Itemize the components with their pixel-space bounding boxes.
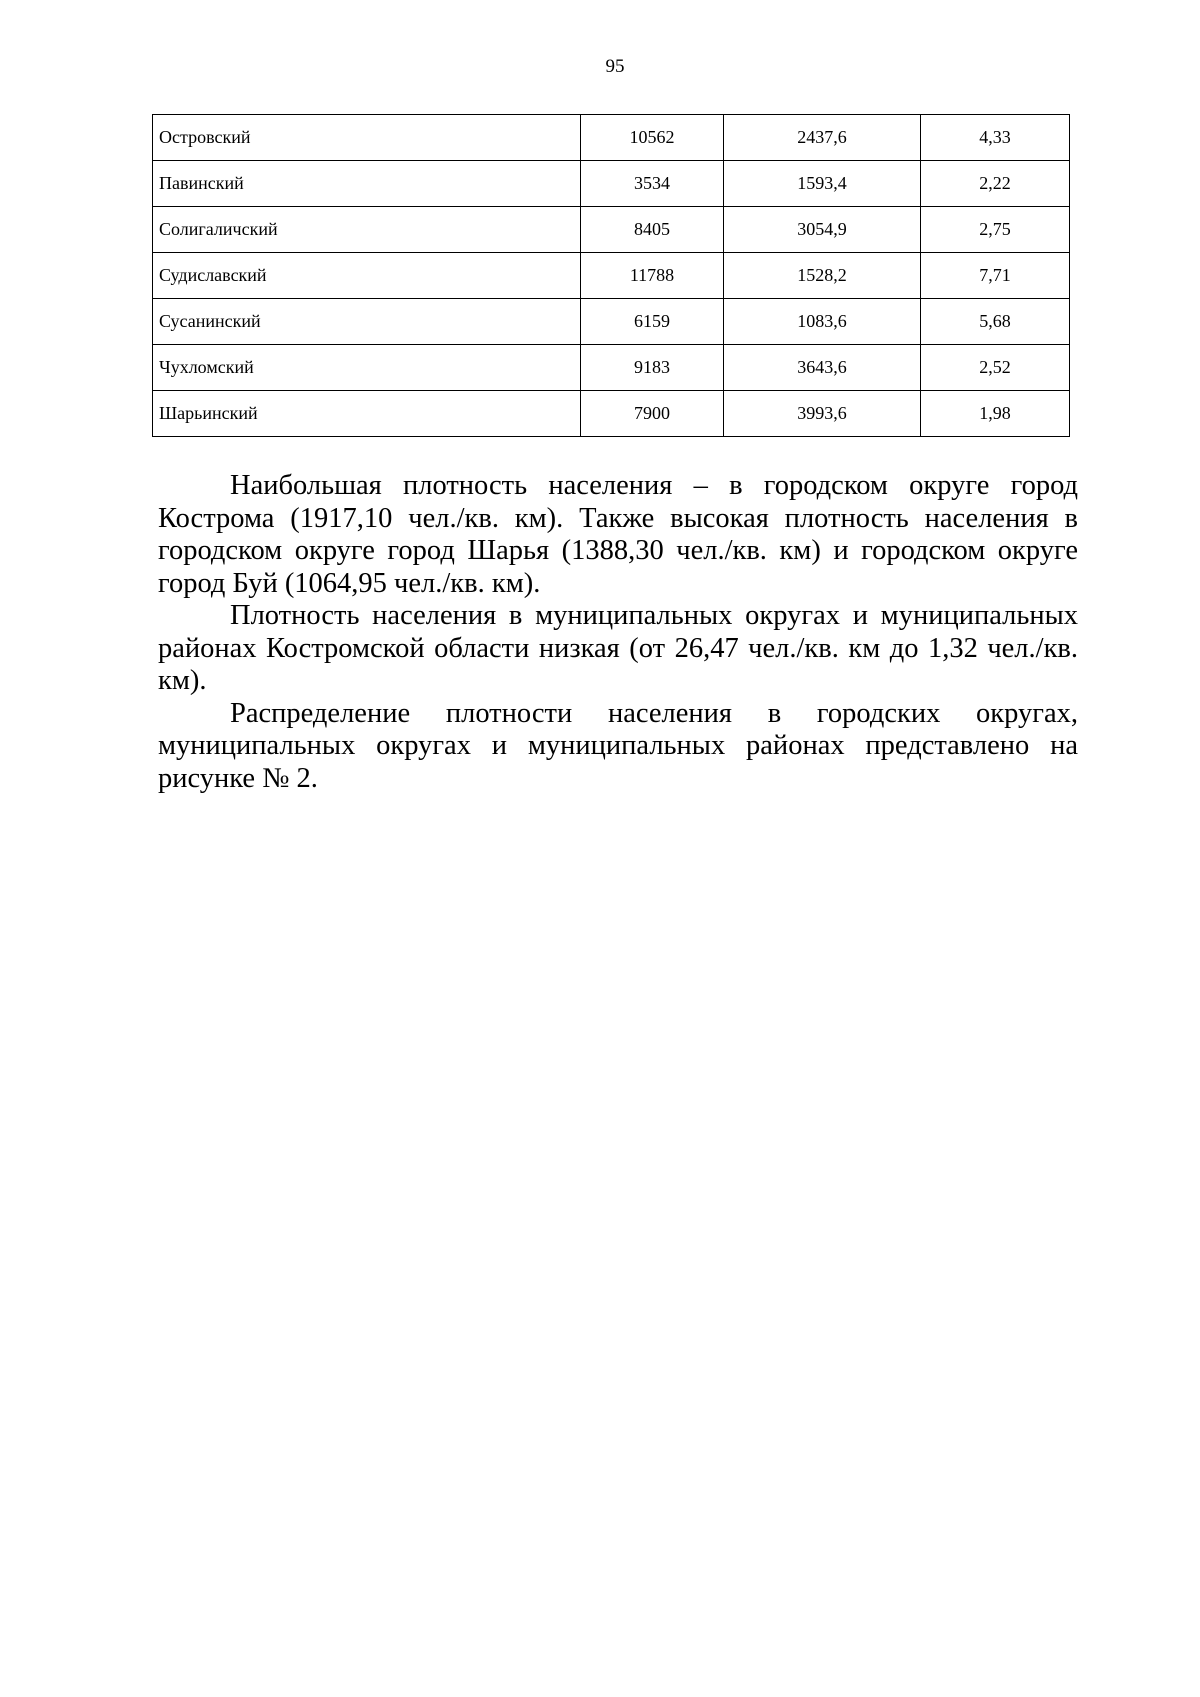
district-name-cell: Сусанинский [153, 299, 581, 345]
table-row [153, 253, 1070, 299]
table-row [153, 207, 1070, 253]
population-cell: 8405 [581, 207, 724, 253]
table-row [153, 299, 1070, 345]
area-cell: 1083,6 [724, 299, 921, 345]
district-name-cell: Шарьинский [153, 391, 581, 437]
density-cell: 2,75 [921, 207, 1070, 253]
population-cell: 7900 [581, 391, 724, 437]
paragraph: Плотность населения в муниципальных округах и муниципальных районах Костромской области низкая (от 26,47 чел./кв. км до 1,32 чел./кв. км). [158, 600, 1078, 696]
population-cell: 11788 [581, 253, 724, 299]
table-row [153, 391, 1070, 437]
area-cell: 3643,6 [724, 345, 921, 391]
page-number: 95 [605, 56, 625, 77]
area-cell: 3993,6 [724, 391, 921, 437]
density-cell: 4,33 [921, 115, 1070, 161]
population-cell: 9183 [581, 345, 724, 391]
area-cell: 1593,4 [724, 161, 921, 207]
district-name-cell: Солигаличский [153, 207, 581, 253]
population-cell: 10562 [581, 115, 724, 161]
paragraph: Наибольшая плотность населения – в городском округе город Кострома (1917,10 чел./кв. км). Также высокая плотность населения в городском округе город Шарья (1388,30 чел./кв. км) и городском округе город Буй (1064,95 чел./кв. км). [158, 470, 1078, 599]
density-cell: 5,68 [921, 299, 1070, 345]
population-cell: 6159 [581, 299, 724, 345]
density-cell: 2,22 [921, 161, 1070, 207]
population-cell: 3534 [581, 161, 724, 207]
district-name-cell: Судиславский [153, 253, 581, 299]
table-row [153, 161, 1070, 207]
district-name-cell: Островский [153, 115, 581, 161]
density-cell: 7,71 [921, 253, 1070, 299]
area-cell: 3054,9 [724, 207, 921, 253]
density-cell: 1,98 [921, 391, 1070, 437]
district-name-cell: Чухломский [153, 345, 581, 391]
paragraph: Распределение плотности населения в городских округах, муниципальных округах и муниципальных районах представлено на рисунке № 2. [158, 697, 1078, 794]
table-row [153, 115, 1070, 161]
density-table [152, 114, 1070, 437]
body-text [158, 470, 1078, 795]
area-cell: 2437,6 [724, 115, 921, 161]
area-cell: 1528,2 [724, 253, 921, 299]
district-name-cell: Павинский [153, 161, 581, 207]
table-row [153, 345, 1070, 391]
density-cell: 2,52 [921, 345, 1070, 391]
